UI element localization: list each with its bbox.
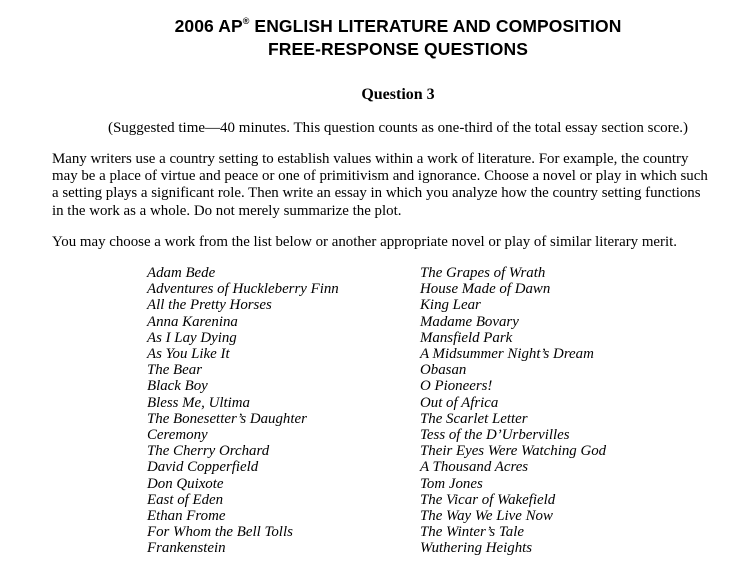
work-title-item: The Grapes of Wrath <box>420 265 546 281</box>
work-title-item: The Winter’s Tale <box>420 524 524 541</box>
work-title-item: Ethan Frome <box>147 508 226 525</box>
work-title-item: Ceremony <box>147 427 208 444</box>
list-introduction: You may choose a work from the list below or another appropriate novel or play of similar literary merit. <box>52 234 677 250</box>
work-title-item: Adam Bede <box>147 265 216 281</box>
work-title-item: Don Quixote <box>147 475 224 492</box>
work-title-item: Mansfield Park <box>420 329 513 346</box>
exam-title-subject: ENGLISH LITERATURE AND COMPOSITION <box>249 16 622 36</box>
work-title-item: House Made of Dawn <box>420 281 551 298</box>
registered-mark: ® <box>242 16 250 27</box>
work-title-item: Bless Me, Ultima <box>147 394 250 411</box>
work-title-item: The Way We Live Now <box>420 508 553 525</box>
work-title-item: Adventures of Huckleberry Finn <box>147 281 339 298</box>
work-title-item: A Thousand Acres <box>420 459 529 476</box>
exam-title <box>0 15 748 37</box>
work-title-item: For Whom the Bell Tolls <box>147 524 293 541</box>
work-title-item: The Scarlet Letter <box>420 410 528 427</box>
work-title-item: O Pioneers! <box>420 378 493 395</box>
work-title-item: As You Like It <box>147 346 230 363</box>
work-title-item: All the Pretty Horses <box>147 297 272 314</box>
work-title-item: The Cherry Orchard <box>147 443 270 460</box>
work-title-item: A Midsummer Night’s Dream <box>420 346 594 363</box>
work-title-item: King Lear <box>420 297 481 314</box>
work-title-item: The Vicar of Wakefield <box>420 491 556 508</box>
work-title-item: Madame Bovary <box>420 313 519 330</box>
work-title-item: David Copperfield <box>147 459 259 476</box>
work-title-item: The Bonesetter’s Daughter <box>147 410 307 427</box>
question-title: Question 3 <box>361 86 435 103</box>
work-title-item: East of Eden <box>147 491 224 508</box>
works-list-column-1 <box>147 265 339 557</box>
work-title-item: Black Boy <box>147 378 208 395</box>
work-title-item: Tess of the D’Urbervilles <box>420 427 570 444</box>
work-title-item: Obasan <box>420 362 467 379</box>
suggested-time-note: (Suggested time—40 minutes. This question counts as one-third of the total essay section score.) <box>107 120 689 136</box>
exam-subtitle: FREE-RESPONSE QUESTIONS <box>268 39 528 59</box>
work-title-item: Frankenstein <box>147 540 226 557</box>
work-title-item: Out of Africa <box>420 394 499 411</box>
work-title-item: As I Lay Dying <box>147 329 237 346</box>
work-title-item: The Bear <box>147 362 203 379</box>
work-title-item: Their Eyes Were Watching God <box>420 443 607 460</box>
question-prompt: Many writers use a country setting to establish values within a work of literature. For example, the country may be a place of virtue and peace or one of primitivism and ignorance. Choose a novel or play in which such a setting plays a significant role. Then write an essay in which you analyze how the country setting functions in the work as a whole. Do not merely summarize the plot. <box>52 151 708 219</box>
work-title-item: Tom Jones <box>420 475 483 492</box>
work-title-item: Anna Karenina <box>147 313 238 330</box>
works-list-column-2 <box>420 265 606 557</box>
exam-title-prefix: 2006 AP <box>174 16 243 36</box>
work-title-item: Wuthering Heights <box>420 540 533 557</box>
